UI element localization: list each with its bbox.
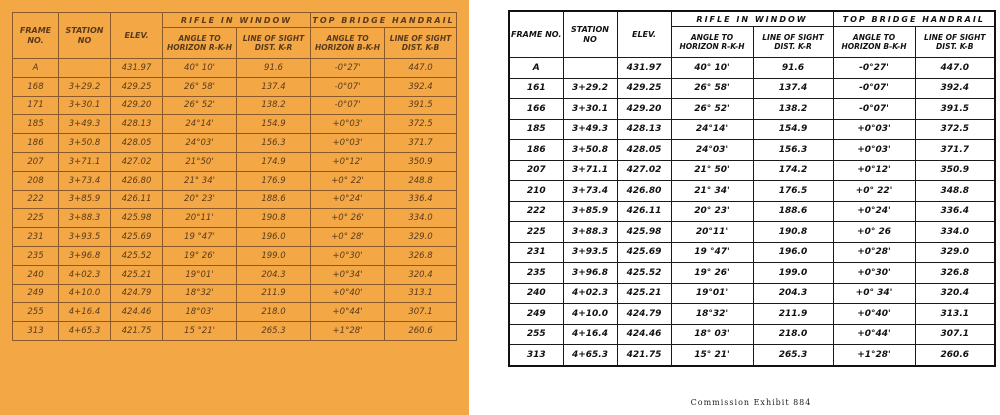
cell-bridge-dist: 307.1 <box>385 303 457 322</box>
cell-rifle-dist: 174.9 <box>237 152 311 171</box>
cell-bridge-dist: 329.0 <box>385 228 457 247</box>
cell-bridge-dist: 350.9 <box>385 152 457 171</box>
cell-rifle-dist: 156.3 <box>237 134 311 153</box>
table-row <box>509 58 995 79</box>
header-bridge-dist: LINE OF SIGHT DIST. K-B <box>915 27 995 58</box>
cell-station: 4+16.4 <box>59 303 111 322</box>
cell-bridge-dist: 392.4 <box>385 77 457 96</box>
cell-station: 4+16.4 <box>563 324 617 345</box>
cell-rifle-angle: 19 °47' <box>163 228 237 247</box>
cell-station: 3+88.3 <box>563 222 617 243</box>
cell-rifle-dist: 154.9 <box>237 115 311 134</box>
header-rifle-dist: LINE OF SIGHT DIST. K-R <box>237 28 311 59</box>
cell-station <box>59 59 111 78</box>
table-row <box>509 222 995 243</box>
cell-station: 3+93.5 <box>563 242 617 263</box>
cell-elev: 426.80 <box>617 181 671 202</box>
header-elev: ELEV. <box>617 11 671 58</box>
cell-bridge-dist: 391.5 <box>915 99 995 120</box>
cell-bridge-dist: 326.8 <box>915 263 995 284</box>
cell-bridge-angle: +0°12' <box>833 160 915 181</box>
cell-elev: 425.52 <box>617 263 671 284</box>
cell-station: 4+10.0 <box>563 304 617 325</box>
cell-station: 3+85.9 <box>563 201 617 222</box>
cell-elev: 425.52 <box>111 246 163 265</box>
cell-frame: 166 <box>509 99 563 120</box>
cell-rifle-angle: 18° 03' <box>671 324 753 345</box>
cell-elev: 425.69 <box>111 228 163 247</box>
cell-rifle-angle: 21° 34' <box>671 181 753 202</box>
cell-rifle-angle: 18°03' <box>163 303 237 322</box>
cell-bridge-dist: 350.9 <box>915 160 995 181</box>
cell-rifle-dist: 176.9 <box>237 171 311 190</box>
cell-rifle-dist: 265.3 <box>753 345 833 366</box>
cell-station: 4+02.3 <box>59 265 111 284</box>
exhibit-caption: Commission Exhibit 884 <box>690 398 812 407</box>
table-row <box>509 119 995 140</box>
cell-bridge-dist: 320.4 <box>385 265 457 284</box>
header-station: STATION NO <box>563 11 617 58</box>
cell-frame: 222 <box>509 201 563 222</box>
cell-bridge-angle: +0°30' <box>833 263 915 284</box>
orange-original-table-panel <box>0 0 469 415</box>
table-row <box>13 265 457 284</box>
cell-bridge-angle: -0°27' <box>311 59 385 78</box>
cell-station: 3+29.2 <box>59 77 111 96</box>
cell-elev: 424.79 <box>111 284 163 303</box>
cell-elev: 424.79 <box>617 304 671 325</box>
cell-elev: 428.05 <box>617 140 671 161</box>
table-row <box>13 96 457 115</box>
table-row <box>509 345 995 366</box>
cell-rifle-dist: 196.0 <box>237 228 311 247</box>
cell-bridge-angle: +0°03' <box>311 134 385 153</box>
cell-bridge-angle: -0°07' <box>311 77 385 96</box>
cell-elev: 431.97 <box>617 58 671 79</box>
cell-rifle-angle: 26° 58' <box>671 78 753 99</box>
cell-bridge-angle: +1°28' <box>833 345 915 366</box>
cell-rifle-angle: 19°01' <box>163 265 237 284</box>
cell-elev: 426.11 <box>111 190 163 209</box>
header-group-rifle: RIFLE IN WINDOW <box>671 11 833 27</box>
cell-frame: 168 <box>13 77 59 96</box>
survey-table-right <box>508 10 996 367</box>
cell-frame: 231 <box>13 228 59 247</box>
cell-rifle-dist: 211.9 <box>753 304 833 325</box>
cell-bridge-dist: 348.8 <box>915 181 995 202</box>
table-body-right <box>509 58 995 366</box>
cell-elev: 421.75 <box>111 322 163 341</box>
cell-frame: 207 <box>509 160 563 181</box>
table-row <box>13 303 457 322</box>
cell-frame: 235 <box>509 263 563 284</box>
cell-elev: 425.21 <box>617 283 671 304</box>
cell-elev: 424.46 <box>111 303 163 322</box>
cell-rifle-dist: 154.9 <box>753 119 833 140</box>
cell-bridge-dist: 391.5 <box>385 96 457 115</box>
cell-rifle-dist: 199.0 <box>753 263 833 284</box>
cell-frame: 186 <box>13 134 59 153</box>
cell-bridge-angle: +0°30' <box>311 246 385 265</box>
cell-frame: 240 <box>509 283 563 304</box>
cell-frame: 249 <box>509 304 563 325</box>
cell-bridge-angle: +0° 22' <box>833 181 915 202</box>
cell-rifle-dist: 91.6 <box>753 58 833 79</box>
cell-rifle-angle: 40° 10' <box>671 58 753 79</box>
cell-rifle-dist: 174.2 <box>753 160 833 181</box>
cell-bridge-dist: 313.1 <box>915 304 995 325</box>
cell-station: 3+49.3 <box>59 115 111 134</box>
cell-rifle-angle: 15 °21' <box>163 322 237 341</box>
cell-rifle-dist: 218.0 <box>753 324 833 345</box>
header-elev: ELEV. <box>111 13 163 59</box>
cell-elev: 425.69 <box>617 242 671 263</box>
cell-bridge-angle: +0°34' <box>311 265 385 284</box>
cell-bridge-angle: +0°24' <box>833 201 915 222</box>
cell-elev: 429.25 <box>111 77 163 96</box>
header-rifle-angle: ANGLE TO HORIZON R-K-H <box>671 27 753 58</box>
table-row <box>13 228 457 247</box>
cell-rifle-dist: 91.6 <box>237 59 311 78</box>
cell-rifle-angle: 21°50' <box>163 152 237 171</box>
cell-frame: 185 <box>13 115 59 134</box>
cell-rifle-dist: 190.8 <box>753 222 833 243</box>
cell-rifle-dist: 204.3 <box>237 265 311 284</box>
cell-rifle-angle: 24°03' <box>671 140 753 161</box>
table-row <box>509 324 995 345</box>
cell-frame: 186 <box>509 140 563 161</box>
cell-rifle-dist: 138.2 <box>753 99 833 120</box>
cell-bridge-angle: +0° 26 <box>833 222 915 243</box>
cell-bridge-angle: +0°44' <box>311 303 385 322</box>
cell-station: 3+71.1 <box>59 152 111 171</box>
cell-rifle-angle: 24°03' <box>163 134 237 153</box>
table-row <box>509 181 995 202</box>
cell-bridge-angle: +0°28' <box>833 242 915 263</box>
cell-station: 4+02.3 <box>563 283 617 304</box>
cell-frame: 255 <box>13 303 59 322</box>
cell-station <box>563 58 617 79</box>
header-group-bridge: TOP BRIDGE HANDRAIL <box>311 13 457 28</box>
cell-rifle-dist: 196.0 <box>753 242 833 263</box>
cell-bridge-angle: +0° 22' <box>311 171 385 190</box>
cell-rifle-angle: 21° 50' <box>671 160 753 181</box>
cell-station: 3+50.8 <box>59 134 111 153</box>
cell-bridge-dist: 329.0 <box>915 242 995 263</box>
header-frame: FRAME NO. <box>509 11 563 58</box>
cell-bridge-angle: +0° 28' <box>311 228 385 247</box>
cell-frame: 208 <box>13 171 59 190</box>
cell-station: 3+96.8 <box>563 263 617 284</box>
table-row <box>13 284 457 303</box>
cell-rifle-angle: 20° 23' <box>163 190 237 209</box>
cell-rifle-angle: 20°11' <box>671 222 753 243</box>
cell-frame: 313 <box>509 345 563 366</box>
cell-bridge-dist: 371.7 <box>385 134 457 153</box>
cell-rifle-dist: 137.4 <box>753 78 833 99</box>
cell-bridge-dist: 326.8 <box>385 246 457 265</box>
cell-rifle-dist: 265.3 <box>237 322 311 341</box>
cell-rifle-dist: 199.0 <box>237 246 311 265</box>
header-group-bridge: TOP BRIDGE HANDRAIL <box>833 11 995 27</box>
table-row <box>509 160 995 181</box>
cell-station: 4+10.0 <box>59 284 111 303</box>
cell-frame: 171 <box>13 96 59 115</box>
cell-elev: 424.46 <box>617 324 671 345</box>
table-row <box>13 115 457 134</box>
cell-rifle-angle: 15° 21' <box>671 345 753 366</box>
cell-bridge-dist: 371.7 <box>915 140 995 161</box>
cell-bridge-dist: 392.4 <box>915 78 995 99</box>
cell-rifle-angle: 19° 26' <box>163 246 237 265</box>
cell-station: 3+96.8 <box>59 246 111 265</box>
cell-station: 3+71.1 <box>563 160 617 181</box>
table-row <box>13 246 457 265</box>
cell-rifle-angle: 18°32' <box>163 284 237 303</box>
cell-bridge-dist: 260.6 <box>385 322 457 341</box>
redrawn-table-panel <box>502 0 1000 415</box>
cell-frame: 313 <box>13 322 59 341</box>
cell-bridge-angle: +0°40' <box>833 304 915 325</box>
cell-station: 3+73.4 <box>59 171 111 190</box>
header-frame: FRAME NO. <box>13 13 59 59</box>
cell-bridge-dist: 260.6 <box>915 345 995 366</box>
cell-bridge-angle: -0°27' <box>833 58 915 79</box>
cell-bridge-angle: +1°28' <box>311 322 385 341</box>
header-bridge-angle: ANGLE TO HORIZON B-K-H <box>311 28 385 59</box>
table-row <box>509 99 995 120</box>
cell-bridge-dist: 248.8 <box>385 171 457 190</box>
cell-rifle-dist: 211.9 <box>237 284 311 303</box>
cell-bridge-angle: -0°07' <box>833 78 915 99</box>
cell-bridge-angle: +0° 26' <box>311 209 385 228</box>
table-row <box>509 242 995 263</box>
cell-frame: 240 <box>13 265 59 284</box>
cell-rifle-angle: 26° 52' <box>163 96 237 115</box>
cell-bridge-angle: +0°12' <box>311 152 385 171</box>
cell-rifle-dist: 188.6 <box>237 190 311 209</box>
cell-bridge-angle: +0°03' <box>311 115 385 134</box>
cell-elev: 426.80 <box>111 171 163 190</box>
cell-elev: 428.13 <box>617 119 671 140</box>
cell-frame: 225 <box>509 222 563 243</box>
table-row <box>13 171 457 190</box>
header-bridge-dist: LINE OF SIGHT DIST. K-B <box>385 28 457 59</box>
header-station: STATION NO <box>59 13 111 59</box>
cell-bridge-dist: 313.1 <box>385 284 457 303</box>
cell-frame: 249 <box>13 284 59 303</box>
table-row <box>13 322 457 341</box>
cell-rifle-angle: 19 °47' <box>671 242 753 263</box>
table-row <box>13 77 457 96</box>
cell-elev: 427.02 <box>111 152 163 171</box>
cell-frame: A <box>13 59 59 78</box>
cell-bridge-angle: +0°24' <box>311 190 385 209</box>
cell-elev: 427.02 <box>617 160 671 181</box>
cell-frame: 235 <box>13 246 59 265</box>
cell-rifle-angle: 26° 58' <box>163 77 237 96</box>
cell-frame: 222 <box>13 190 59 209</box>
cell-bridge-angle: -0°07' <box>833 99 915 120</box>
table-row <box>13 59 457 78</box>
cell-rifle-angle: 20° 23' <box>671 201 753 222</box>
header-rifle-dist: LINE OF SIGHT DIST. K-R <box>753 27 833 58</box>
table-row <box>509 140 995 161</box>
cell-frame: 231 <box>509 242 563 263</box>
cell-bridge-angle: -0°07' <box>311 96 385 115</box>
cell-rifle-angle: 18°32' <box>671 304 753 325</box>
survey-table-left <box>12 12 457 341</box>
cell-rifle-angle: 40° 10' <box>163 59 237 78</box>
cell-elev: 421.75 <box>617 345 671 366</box>
cell-elev: 428.05 <box>111 134 163 153</box>
cell-bridge-dist: 320.4 <box>915 283 995 304</box>
cell-station: 3+50.8 <box>563 140 617 161</box>
cell-elev: 426.11 <box>617 201 671 222</box>
table-row <box>509 304 995 325</box>
cell-frame: 185 <box>509 119 563 140</box>
cell-bridge-dist: 307.1 <box>915 324 995 345</box>
cell-elev: 429.25 <box>617 78 671 99</box>
table-row <box>509 78 995 99</box>
cell-rifle-angle: 21° 34' <box>163 171 237 190</box>
cell-rifle-angle: 19°01' <box>671 283 753 304</box>
cell-frame: 255 <box>509 324 563 345</box>
cell-rifle-angle: 24°14' <box>671 119 753 140</box>
cell-frame: 210 <box>509 181 563 202</box>
cell-rifle-dist: 218.0 <box>237 303 311 322</box>
cell-rifle-angle: 20°11' <box>163 209 237 228</box>
cell-rifle-angle: 24°14' <box>163 115 237 134</box>
cell-station: 3+30.1 <box>59 96 111 115</box>
cell-rifle-dist: 138.2 <box>237 96 311 115</box>
cell-frame: 225 <box>13 209 59 228</box>
cell-frame: 161 <box>509 78 563 99</box>
cell-bridge-dist: 336.4 <box>915 201 995 222</box>
header-bridge-angle: ANGLE TO HORIZON B-K-H <box>833 27 915 58</box>
table-body-left <box>13 59 457 341</box>
cell-station: 3+29.2 <box>563 78 617 99</box>
table-row <box>13 190 457 209</box>
cell-elev: 429.20 <box>617 99 671 120</box>
cell-bridge-dist: 336.4 <box>385 190 457 209</box>
cell-station: 3+88.3 <box>59 209 111 228</box>
cell-bridge-dist: 334.0 <box>915 222 995 243</box>
cell-rifle-dist: 190.8 <box>237 209 311 228</box>
cell-rifle-dist: 176.5 <box>753 181 833 202</box>
table-row <box>509 283 995 304</box>
cell-bridge-angle: +0° 34' <box>833 283 915 304</box>
cell-frame: A <box>509 58 563 79</box>
cell-rifle-dist: 188.6 <box>753 201 833 222</box>
table-row <box>13 209 457 228</box>
table-row <box>13 134 457 153</box>
cell-elev: 431.97 <box>111 59 163 78</box>
cell-station: 4+65.3 <box>563 345 617 366</box>
cell-station: 3+49.3 <box>563 119 617 140</box>
table-row <box>509 263 995 284</box>
cell-bridge-dist: 447.0 <box>385 59 457 78</box>
header-group-rifle: RIFLE IN WINDOW <box>163 13 311 28</box>
cell-bridge-dist: 372.5 <box>385 115 457 134</box>
header-rifle-angle: ANGLE TO HORIZON R-K-H <box>163 28 237 59</box>
cell-bridge-angle: +0°44' <box>833 324 915 345</box>
cell-rifle-dist: 156.3 <box>753 140 833 161</box>
cell-frame: 207 <box>13 152 59 171</box>
cell-station: 4+65.3 <box>59 322 111 341</box>
table-row <box>509 201 995 222</box>
cell-rifle-angle: 26° 52' <box>671 99 753 120</box>
cell-station: 3+93.5 <box>59 228 111 247</box>
cell-bridge-dist: 334.0 <box>385 209 457 228</box>
cell-station: 3+85.9 <box>59 190 111 209</box>
cell-station: 3+30.1 <box>563 99 617 120</box>
cell-elev: 428.13 <box>111 115 163 134</box>
cell-rifle-dist: 137.4 <box>237 77 311 96</box>
cell-rifle-angle: 19° 26' <box>671 263 753 284</box>
cell-bridge-angle: +0°03' <box>833 140 915 161</box>
cell-elev: 429.20 <box>111 96 163 115</box>
cell-bridge-angle: +0°03' <box>833 119 915 140</box>
cell-elev: 425.21 <box>111 265 163 284</box>
cell-station: 3+73.4 <box>563 181 617 202</box>
cell-bridge-dist: 372.5 <box>915 119 995 140</box>
cell-bridge-dist: 447.0 <box>915 58 995 79</box>
table-row <box>13 152 457 171</box>
cell-elev: 425.98 <box>111 209 163 228</box>
cell-rifle-dist: 204.3 <box>753 283 833 304</box>
cell-elev: 425.98 <box>617 222 671 243</box>
cell-bridge-angle: +0°40' <box>311 284 385 303</box>
